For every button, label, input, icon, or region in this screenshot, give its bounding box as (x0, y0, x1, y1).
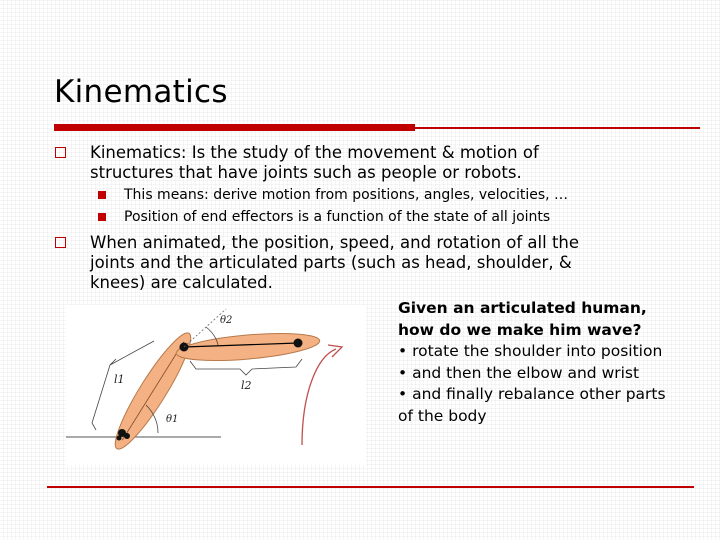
title-underline-thick (54, 124, 415, 131)
bullet-line: joints and the articulated parts (such as head, shoulder, & (90, 253, 572, 272)
bullet-marker (55, 237, 66, 248)
side-note-line: of the body (398, 406, 487, 425)
sub-bullet-marker (98, 191, 106, 199)
side-note-heading: Given an articulated human, (398, 299, 647, 317)
side-note-line: • and finally rebalance other parts (398, 385, 666, 404)
theta1-label: θ1 (166, 414, 179, 425)
side-note-line: • and then the elbow and wrist (398, 363, 640, 382)
bullet-line: When animated, the position, speed, and rotation of all the (90, 233, 580, 252)
side-note-heading: how do we make him wave? (398, 320, 642, 339)
footer-rule (47, 486, 694, 488)
bullet-line: Kinematics: Is the study of the movement & motion of (90, 143, 539, 162)
l1-label: l1 (114, 373, 125, 386)
arm-diagram (66, 305, 366, 465)
motion-arrow (302, 349, 336, 445)
bullet-text (90, 233, 690, 293)
bullet-line: structures that have joints such as people or robots. (90, 163, 522, 182)
l2-label: l2 (241, 379, 252, 392)
articulated-arm-figure (66, 305, 366, 465)
theta2-label: θ2 (220, 315, 233, 326)
side-note (398, 298, 714, 428)
title-underline-thin (415, 127, 700, 129)
bullet-text (90, 143, 690, 183)
side-note-line: • rotate the shoulder into position (398, 342, 663, 361)
l2-brace (190, 359, 302, 375)
sub-bullet-marker (98, 213, 106, 221)
sub-bullet-text: Position of end effectors is a function of the state of all joints (124, 209, 551, 225)
bullet-line: knees) are calculated. (90, 273, 273, 292)
motion-arrow-head (328, 345, 342, 357)
sub-bullet-text: This means: derive motion from positions, angles, velocities, … (124, 187, 569, 203)
bullet-marker (55, 147, 66, 158)
slide-title: Kinematics (54, 74, 228, 110)
joint-end-effector (294, 339, 303, 348)
